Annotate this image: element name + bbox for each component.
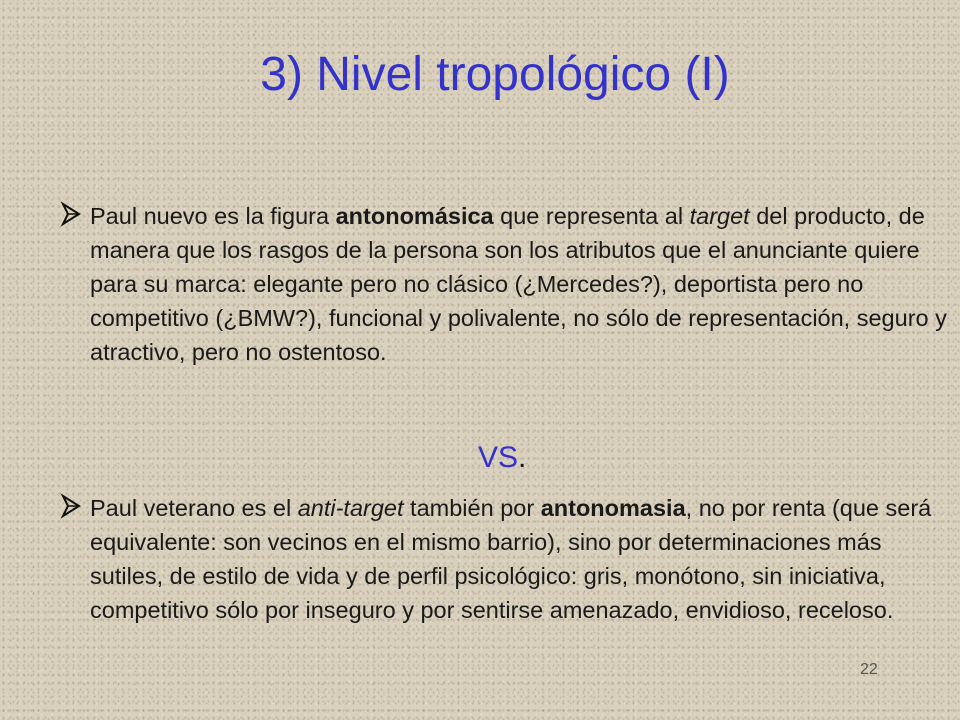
versus-dot: . [518,441,527,474]
italic-term: target [689,203,750,229]
bullet-paragraph-paul-nuevo [60,199,952,369]
slide-title: 3) Nivel tropológico (I) [260,48,730,101]
versus-label: VS [478,441,519,474]
bold-term: antonomasia [540,495,686,521]
arrow-bullet-icon [60,493,82,519]
bullet-paragraph-paul-veterano [60,491,952,627]
text-run: , no por renta (que será equivalente: son vecinos en el mismo barrio), sino por determinaciones más sutiles, de estilo de vida y de perfil psicológico: gris, monótono, sin iniciativa, competitivo sólo por inseguro y por sentirse amenazado, envidioso, receloso. [90,495,932,623]
text-run: Paul nuevo es la figura [90,203,336,229]
paragraph-text [60,491,952,627]
text-run: que representa al [493,203,690,229]
text-run: Paul veterano es el [90,495,298,521]
text-run: también por [403,495,541,521]
text-run: del producto, de manera que los rasgos de la persona son los atributos que el anunciante quiere para su marca: elegante pero no clásico (¿Mercedes?), deportista pero no competitivo (¿BMW?), funcional y polivalente, no sólo de representación, seguro y atractivo, pero no ostentoso. [90,203,947,365]
paragraph-text [60,199,952,369]
page-number: 22 [860,661,878,678]
versus-separator [478,440,526,476]
bold-term: antonomásica [335,203,494,229]
arrow-bullet-icon [60,201,82,227]
italic-term: anti-target [297,495,404,521]
